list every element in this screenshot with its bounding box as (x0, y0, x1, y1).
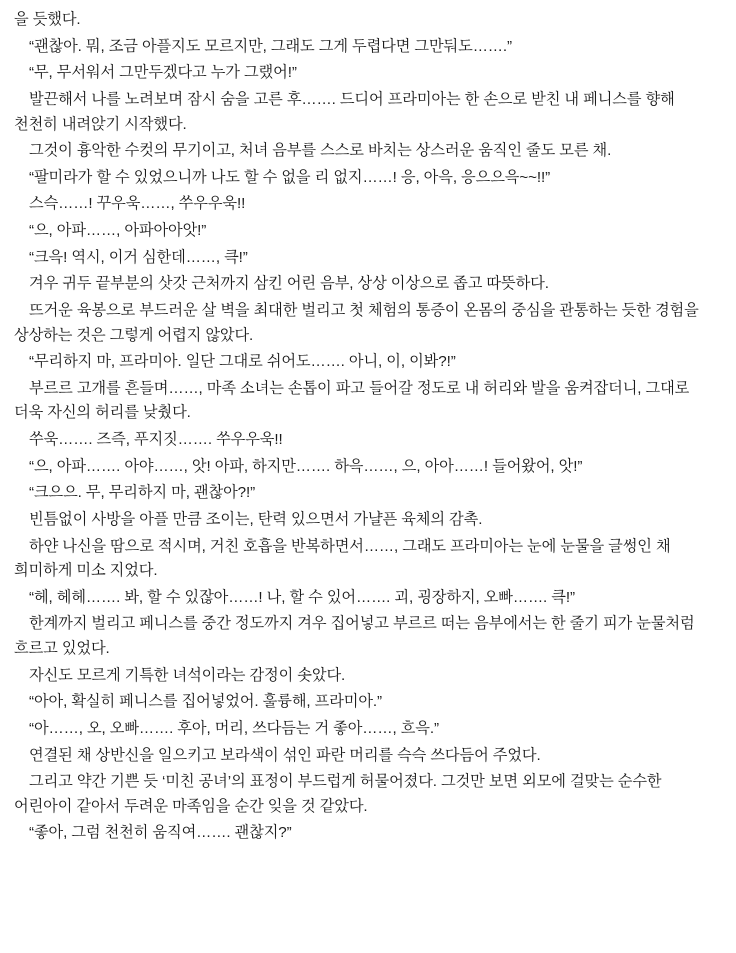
paragraph: 빈틈없이 사방을 아플 만큼 조이는, 탄력 있으면서 가냘픈 육체의 감촉. (29, 510, 483, 528)
paragraph: 하얀 나신을 땀으로 적시며, 거친 호흡을 반복하면서……, 그래도 프라미아는 눈에 눈물을 글썽인 채 희미하게 미소 지었다. (14, 537, 675, 580)
paragraph: “아……, 오, 오빠……. 후아, 머리, 쓰다듬는 거 좋아……, 흐윽.” (29, 719, 439, 737)
document-body (14, 8, 722, 846)
paragraph: “괜찮아. 뭐, 조금 아플지도 모르지만, 그래도 그게 두렵다면 그만둬도…….” (29, 37, 512, 55)
paragraph: 부르르 고개를 흔들며……, 마족 소녀는 손톱이 파고 들어갈 정도로 내 허리와 발을 움켜잡더니, 그대로 더욱 자신의 허리를 낮췄다. (14, 379, 694, 422)
paragraph: “팔미라가 할 수 있었으니까 나도 할 수 없을 리 없지……! 응, 아윽, 응으으윽~~!!” (29, 168, 551, 186)
paragraph: 한계까지 벌리고 페니스를 중간 정도까지 겨우 집어넣고 부르르 떠는 음부에서는 한 줄기 피가 눈물처럼 흐르고 있었다. (14, 615, 699, 657)
paragraph: “아아, 확실히 페니스를 집어넣었어. 훌륭해, 프라미아.” (29, 693, 382, 711)
paragraph: “무, 무서워서 그만두겠다고 누가 그랬어!” (29, 64, 297, 82)
paragraph: 겨우 귀두 끝부분의 삿갓 근처까지 삼킨 어린 음부, 상상 이상으로 좁고 따뜻하다. (29, 275, 549, 293)
paragraph: “으, 아파……, 아파아아앗!” (29, 222, 207, 239)
paragraph: 뜨거운 육봉으로 부드러운 살 벽을 최대한 벌리고 첫 체험의 통증이 온몸의 중심을 관통하는 듯한 경험을 상상하는 것은 그렇게 어렵지 않았다. (14, 301, 703, 344)
paragraph: 을 듯했다. (14, 11, 81, 28)
paragraph: “좋아, 그럼 천천히 움직여……. 괜찮지?” (29, 824, 292, 842)
paragraph: “으, 아파……. 아야……, 앗! 아파, 하지만……. 하윽……, 으, 아아……! 들어왔어, 앗!” (29, 457, 583, 475)
paragraph: 그리고 약간 기쁜 듯 ‘미친 공녀’의 표정이 부드럽게 허물어졌다. 그것만 보면 외모에 걸맞는 순수한 어린아이 같아서 두려운 마족임을 순간 잊을 것 같았다. (14, 773, 666, 815)
paragraph: “크으으. 무, 무리하지 마, 괜찮아?!” (29, 484, 256, 502)
paragraph: 그것이 흉악한 수컷의 무기이고, 처녀 음부를 스스로 바치는 상스러운 움직인 줄도 모른 채. (29, 142, 612, 160)
paragraph: 스슥……! 꾸우욱……, 쑤우우욱!! (29, 195, 246, 213)
paragraph: “무리하지 마, 프라미아. 일단 그대로 쉬어도……. 아니, 이, 이봐?!” (29, 353, 456, 371)
paragraph: 연결된 채 상반신을 일으키고 보라색이 섞인 파란 머리를 슥슥 쓰다듬어 주었다. (29, 746, 541, 764)
paragraph: 자신도 모르게 기특한 녀석이라는 감정이 솟았다. (29, 666, 346, 684)
paragraph: “크윽! 역시, 이거 심한데……, 큭!” (29, 248, 248, 266)
paragraph: 쑤욱……. 즈즉, 푸지짓……. 쑤우우욱!! (29, 431, 283, 448)
paragraph: 발끈해서 나를 노려보며 잠시 숨을 고른 후……. 드디어 프라미아는 한 손으로 받친 내 페니스를 향해 천천히 내려앉기 시작했다. (14, 90, 679, 133)
paragraph: “헤, 헤헤……. 봐, 할 수 있잖아……! 나, 할 수 있어……. 괴, 굉장하지, 오빠……. 큭!” (29, 588, 575, 606)
